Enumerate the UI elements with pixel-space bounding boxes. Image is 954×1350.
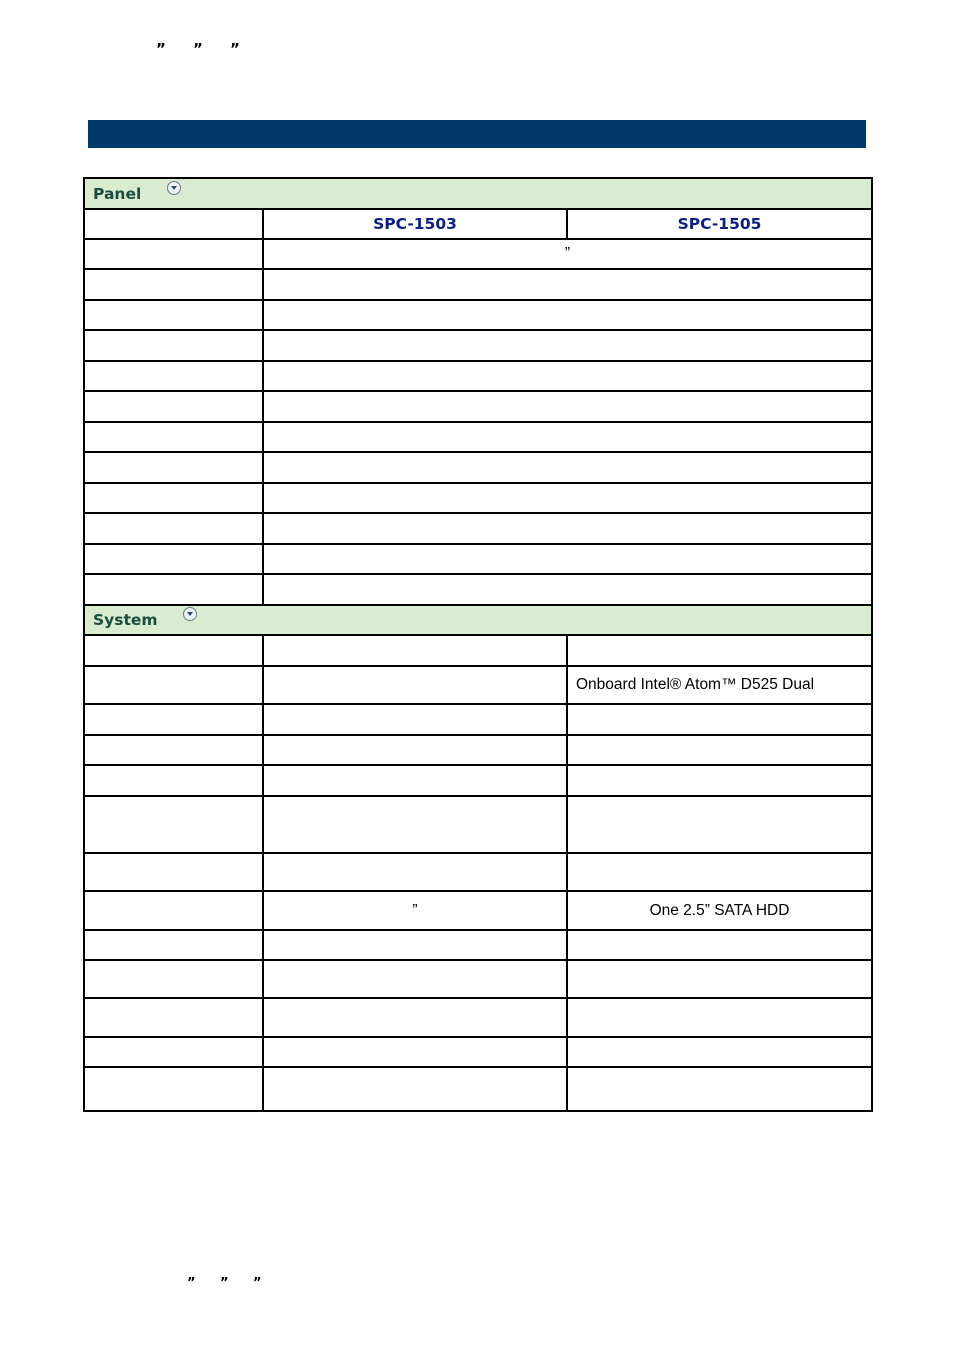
table-cell [84, 483, 263, 513]
table-row [84, 269, 872, 300]
table-cell [263, 544, 872, 574]
table-row [84, 452, 872, 483]
table-cell [84, 635, 263, 666]
table-row [84, 796, 872, 853]
table-cell [84, 300, 263, 330]
table-cell [84, 853, 263, 891]
table-cell [567, 998, 872, 1037]
chevron-down-circle-icon[interactable] [183, 607, 197, 621]
table-cell [263, 391, 872, 422]
table-cell [263, 269, 872, 300]
table-cell [84, 765, 263, 796]
table-row [84, 704, 872, 735]
model-header-row [84, 209, 872, 239]
table-row [84, 853, 872, 891]
table-cell [84, 330, 263, 361]
table-cell [567, 960, 872, 998]
footer-quote-2: ” [220, 1276, 229, 1291]
table-cell [567, 930, 872, 960]
table-cell [263, 452, 872, 483]
table-cell [84, 269, 263, 300]
table-row [84, 960, 872, 998]
table-cell [263, 765, 567, 796]
table-cell [263, 796, 567, 853]
table-cell [567, 853, 872, 891]
table-cell [567, 735, 872, 765]
table-row [84, 361, 872, 391]
table-cell [84, 239, 263, 269]
table-cell [84, 960, 263, 998]
table-cell [567, 1067, 872, 1111]
table-cell [84, 891, 263, 930]
table-row [84, 391, 872, 422]
table-cell [263, 853, 567, 891]
table-row [84, 330, 872, 361]
system-section-header[interactable] [84, 605, 872, 635]
table-cell [263, 960, 567, 998]
table-cell [263, 635, 567, 666]
table-cell [263, 998, 567, 1037]
cpu-spc-1505: Onboard Intel® Atom™ D525 Dual [567, 666, 872, 704]
table-cell [263, 704, 567, 735]
table-cell [263, 361, 872, 391]
table-row [84, 635, 872, 666]
table-row [84, 574, 872, 605]
table-row [84, 422, 872, 452]
chevron-down-circle-icon[interactable] [167, 181, 181, 195]
table-cell [263, 422, 872, 452]
table-cell [84, 209, 263, 239]
table-cell [263, 735, 567, 765]
table-row [84, 300, 872, 330]
table-cell [567, 1037, 872, 1067]
table-cell [263, 1037, 567, 1067]
table-row [84, 239, 872, 269]
header-quote-2: ” [193, 40, 203, 58]
table-cell [84, 796, 263, 853]
table-cell [84, 361, 263, 391]
table-cell [84, 574, 263, 605]
panel-section-title: Panel [93, 184, 142, 203]
table-cell [263, 666, 567, 704]
table-row [84, 1067, 872, 1111]
table-cell [263, 300, 872, 330]
table-row [84, 735, 872, 765]
table-cell [263, 1067, 567, 1111]
table-cell [263, 574, 872, 605]
header-quote-3: ” [230, 40, 240, 58]
spec-table [83, 177, 873, 1112]
model-spc-1503: SPC-1503 [263, 209, 567, 239]
table-row [84, 998, 872, 1037]
table-cell [84, 422, 263, 452]
footer-quote-3: ” [253, 1276, 262, 1291]
table-cell [84, 1067, 263, 1111]
table-row [84, 544, 872, 574]
table-cell [84, 998, 263, 1037]
model-spc-1505: SPC-1505 [567, 209, 872, 239]
table-cell [84, 735, 263, 765]
storage-row [84, 891, 872, 930]
table-cell [84, 452, 263, 483]
panel-section-header[interactable] [84, 178, 872, 209]
table-cell [84, 391, 263, 422]
table-row [84, 765, 872, 796]
panel-size-value: ” [263, 239, 872, 269]
storage-spc-1505: One 2.5” SATA HDD [567, 891, 872, 930]
table-cell [263, 483, 872, 513]
table-row [84, 513, 872, 544]
system-section-title: System [93, 611, 158, 629]
table-cell [263, 513, 872, 544]
table-cell [84, 1037, 263, 1067]
table-cell [567, 765, 872, 796]
table-cell [84, 544, 263, 574]
table-cell [567, 635, 872, 666]
table-row [84, 1037, 872, 1067]
panel-section-row [84, 178, 872, 209]
table-row [84, 930, 872, 960]
footer-quote-1: ” [187, 1276, 196, 1291]
table-cell [263, 930, 567, 960]
table-cell [567, 796, 872, 853]
table-row [84, 666, 872, 704]
table-row [84, 483, 872, 513]
table-cell [567, 704, 872, 735]
section-title-bar [88, 120, 866, 148]
table-cell [84, 513, 263, 544]
table-cell [84, 666, 263, 704]
table-cell [84, 930, 263, 960]
storage-spc-1503: ” [263, 891, 567, 930]
system-section-row [84, 605, 872, 635]
table-cell [263, 330, 872, 361]
header-quote-1: ” [156, 40, 166, 58]
table-cell [84, 704, 263, 735]
